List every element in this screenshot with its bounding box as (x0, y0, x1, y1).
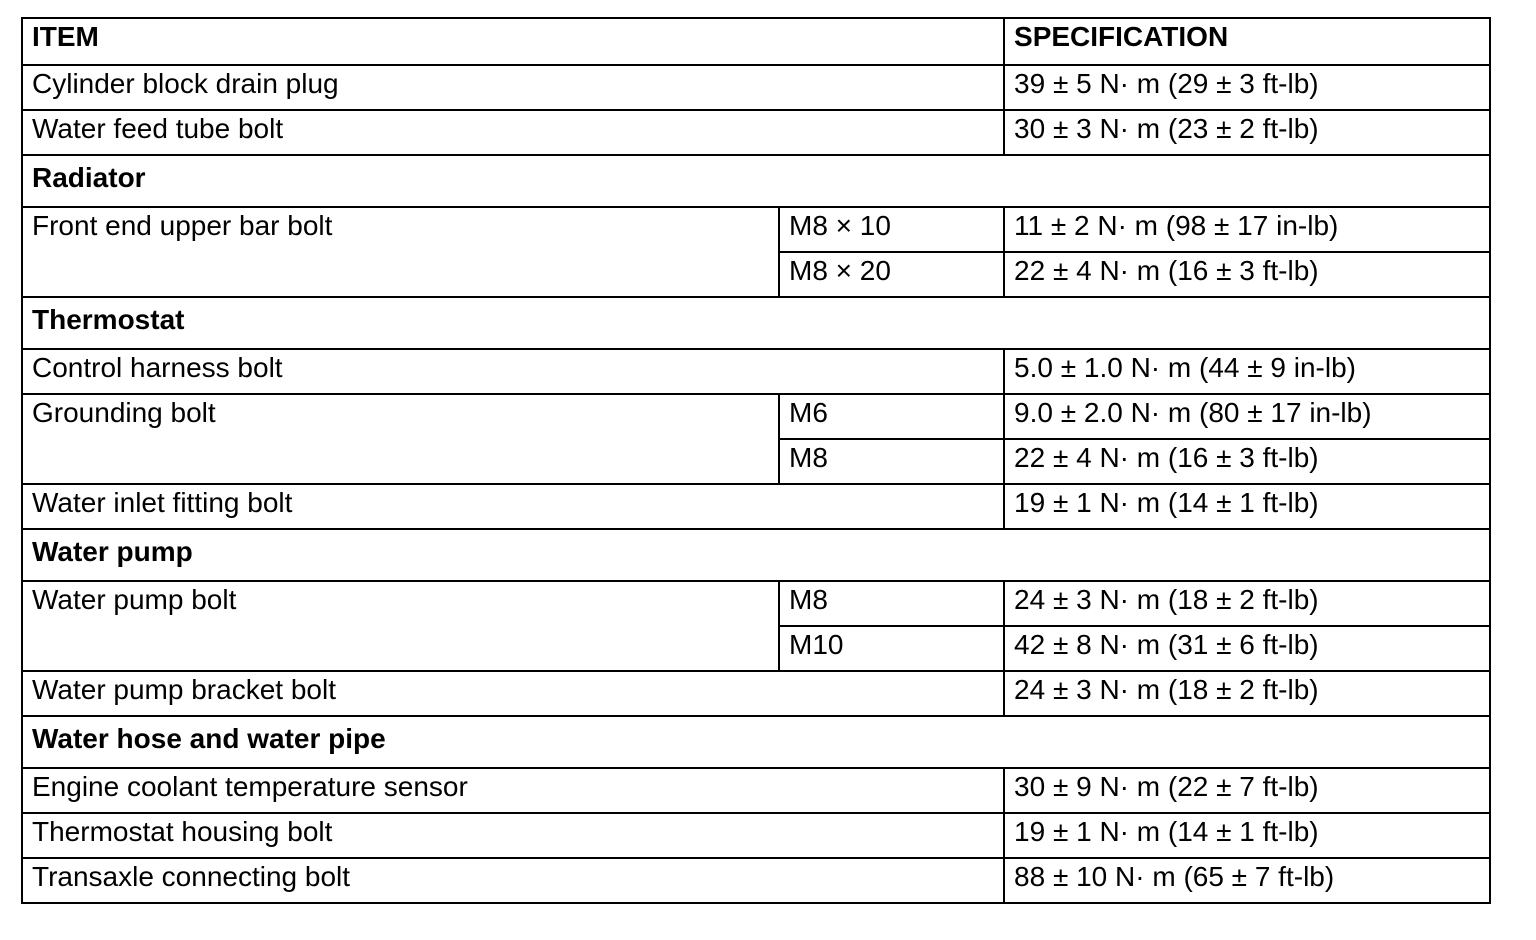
torque-specification-table (21, 17, 1491, 904)
item-cell: Water pump bracket bolt (22, 671, 1004, 716)
spec-cell: 19 ± 1 N· m (14 ± 1 ft-lb) (1004, 813, 1490, 858)
section-row-radiator (22, 155, 1490, 207)
size-cell: M10 (779, 626, 1004, 671)
size-cell: M8 × 10 (779, 207, 1004, 252)
section-heading: Radiator (22, 155, 1490, 207)
table-row (22, 65, 1490, 110)
spec-cell: 30 ± 9 N· m (22 ± 7 ft-lb) (1004, 768, 1490, 813)
spec-cell: 30 ± 3 N· m (23 ± 2 ft-lb) (1004, 110, 1490, 155)
table-row (22, 858, 1490, 903)
item-cell: Transaxle connecting bolt (22, 858, 1004, 903)
item-cell: Control harness bolt (22, 349, 1004, 394)
section-row-thermostat (22, 297, 1490, 349)
header-item-cell: ITEM (22, 18, 1004, 65)
table-row (22, 394, 1490, 439)
item-cell: Grounding bolt (22, 394, 779, 484)
section-heading: Thermostat (22, 297, 1490, 349)
table-row (22, 207, 1490, 252)
item-cell: Engine coolant temperature sensor (22, 768, 1004, 813)
table-row (22, 581, 1490, 626)
spec-cell: 24 ± 3 N· m (18 ± 2 ft-lb) (1004, 581, 1490, 626)
table-row (22, 671, 1490, 716)
spec-cell: 9.0 ± 2.0 N· m (80 ± 17 in-lb) (1004, 394, 1490, 439)
item-cell: Water pump bolt (22, 581, 779, 671)
item-cell: Thermostat housing bolt (22, 813, 1004, 858)
spec-cell: 22 ± 4 N· m (16 ± 3 ft-lb) (1004, 439, 1490, 484)
size-cell: M8 (779, 439, 1004, 484)
table-row (22, 768, 1490, 813)
spec-cell: 42 ± 8 N· m (31 ± 6 ft-lb) (1004, 626, 1490, 671)
spec-cell: 19 ± 1 N· m (14 ± 1 ft-lb) (1004, 484, 1490, 529)
item-cell: Water feed tube bolt (22, 110, 1004, 155)
size-cell: M6 (779, 394, 1004, 439)
spec-cell: 24 ± 3 N· m (18 ± 2 ft-lb) (1004, 671, 1490, 716)
size-cell: M8 × 20 (779, 252, 1004, 297)
section-heading: Water hose and water pipe (22, 716, 1490, 768)
item-cell: Front end upper bar bolt (22, 207, 779, 297)
section-heading: Water pump (22, 529, 1490, 581)
table-header-row (22, 18, 1490, 65)
spec-cell: 11 ± 2 N· m (98 ± 17 in-lb) (1004, 207, 1490, 252)
size-cell: M8 (779, 581, 1004, 626)
table-row (22, 813, 1490, 858)
item-cell: Cylinder block drain plug (22, 65, 1004, 110)
spec-cell: 88 ± 10 N· m (65 ± 7 ft-lb) (1004, 858, 1490, 903)
section-row-water-hose (22, 716, 1490, 768)
header-specification-cell: SPECIFICATION (1004, 18, 1490, 65)
spec-cell: 5.0 ± 1.0 N· m (44 ± 9 in-lb) (1004, 349, 1490, 394)
section-row-water-pump (22, 529, 1490, 581)
table-row (22, 484, 1490, 529)
item-cell: Water inlet fitting bolt (22, 484, 1004, 529)
spec-cell: 22 ± 4 N· m (16 ± 3 ft-lb) (1004, 252, 1490, 297)
spec-cell: 39 ± 5 N· m (29 ± 3 ft-lb) (1004, 65, 1490, 110)
table-row (22, 110, 1490, 155)
table-row (22, 349, 1490, 394)
